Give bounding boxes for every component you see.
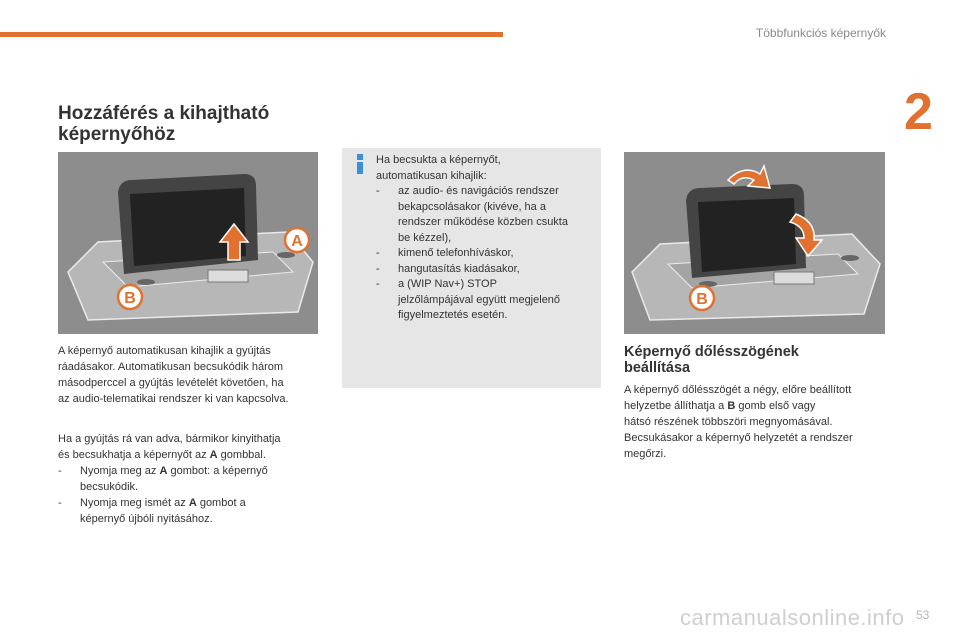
- section-title-tilt: Képernyő dőlésszögének beállítása: [624, 344, 799, 376]
- paragraph-auto-open: A képernyő automatikusan kihajlik a gyújtás ráadásakor. Automatikusan becsukódik három másodperccel a gyújtás levételét követően, ha az audio-telematikai rendszer ki van kapcsolva.: [58, 345, 289, 405]
- page-title: Hozzáférés a kihajtható képernyőhöz: [58, 103, 270, 145]
- section-header: Többfunkciós képernyők: [755, 26, 886, 40]
- list-item: - Nyomja meg az A gombot: a képernyő becsukódik.: [58, 465, 268, 493]
- callout-b-right: B: [696, 291, 708, 308]
- watermark: carmanualsonline.info: [680, 605, 905, 630]
- list-item: - kimenő telefonhíváskor,: [376, 247, 514, 259]
- screen-illustration-right: [624, 152, 885, 334]
- info-text: Ha becsukta a képernyőt, automatikusan kihajlik: - az audio- és navigációs rendszer bekapcsolásakor (kivéve, ha a rendszer működése közben csukta be kézzel), - kimenő telefonhíváskor, - hangutasítás kiadásakor, - a (WIP Nav+) STOP jelzőlámpájával együtt megjelenő figyelmeztetés esetén.: [376, 153, 594, 324]
- header-accent-bar: [0, 32, 503, 37]
- figure-screen-tilt: [624, 152, 885, 334]
- list-item: - Nyomja meg ismét az A gombot a képernyő újbóli nyitásához.: [58, 497, 246, 525]
- paragraph-tilt: A képernyő dőlésszögét a négy, előre beállított helyzetbe állíthatja a B gomb első vagy hátsó részének többszöri megnyomásával. Becsukásakor a képernyő helyzetét a rendszer megőrzi.: [624, 384, 853, 460]
- page-number: 53: [916, 608, 930, 622]
- paragraph-manual: Ha a gyújtás rá van adva, bármikor kinyithatja és becsukhatja a képernyőt az A gombbal. - Nyomja meg az A gombot: a képernyő becsukódik. - Nyomja meg ismét az A gombot a képernyő újbóli nyitásához.: [58, 431, 318, 527]
- callout-a: A: [291, 233, 303, 250]
- list-item: - az audio- és navigációs rendszer bekapcsolásakor (kivéve, ha a rendszer működése közben csukta be kézzel),: [376, 185, 568, 244]
- callout-b: B: [124, 290, 136, 307]
- list-item: - a (WIP Nav+) STOP jelzőlámpájával együtt megjelenő figyelmeztetés esetén.: [376, 278, 561, 321]
- chapter-number: 2: [904, 83, 933, 141]
- screen-illustration-left: [58, 152, 318, 334]
- figure-screen-open: [58, 152, 318, 334]
- info-box: [342, 148, 601, 388]
- info-icon: [354, 154, 366, 174]
- list-item: - hangutasítás kiadásakor,: [376, 262, 520, 275]
